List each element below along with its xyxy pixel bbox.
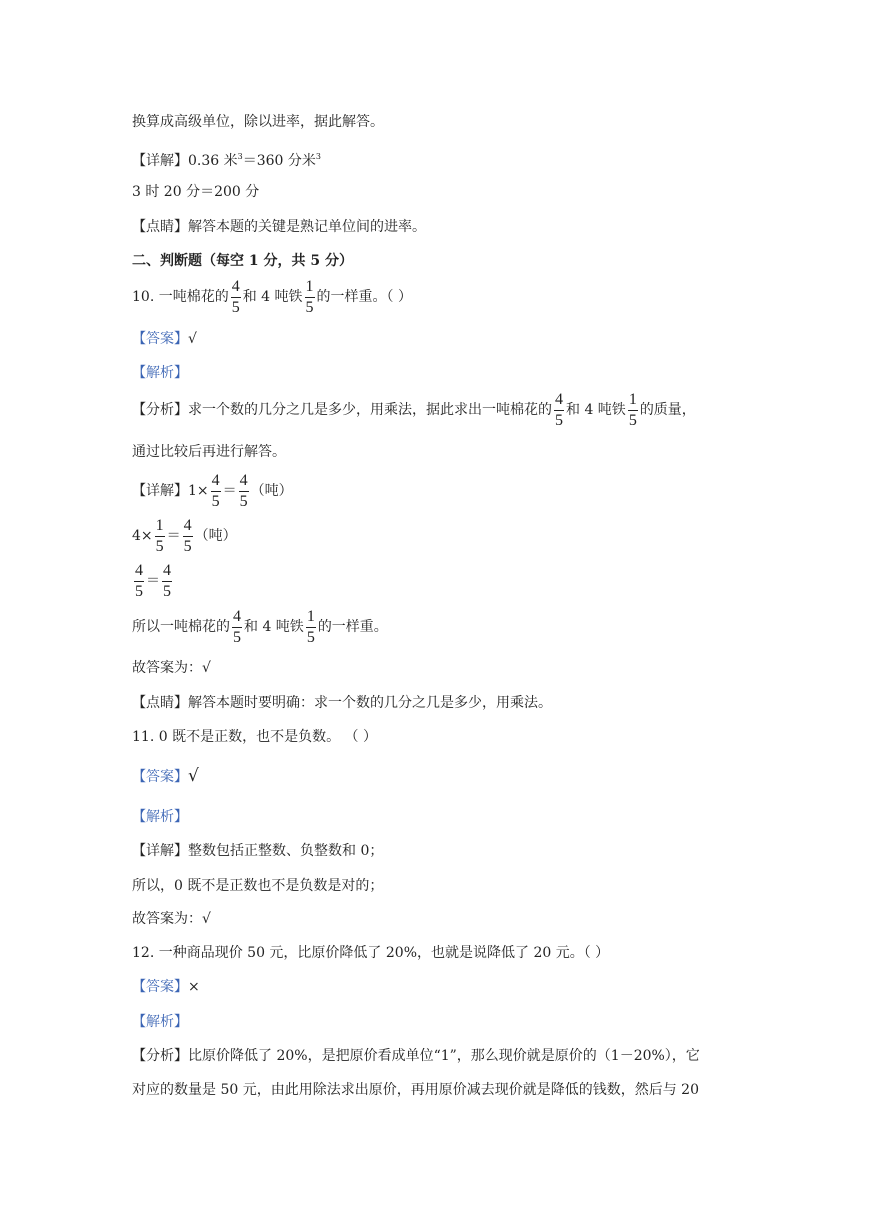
analysis-label: 【解析】	[132, 1014, 188, 1030]
text: 4×	[132, 528, 153, 544]
question-12-stem: 12. 一种商品现价 50 元，比原价降低了 20%，也就是说降低了 20 元。（ ）	[132, 945, 610, 961]
analysis-line: 对应的数量是 50 元，由此用除法求出原价，再用原价减去现价就是降低的钱数，然后与 20	[132, 1082, 699, 1098]
text: 10. 一吨棉花的	[132, 289, 229, 305]
question-11-stem: 11. 0 既不是正数，也不是负数。 （ ）	[132, 729, 377, 745]
analysis-line	[132, 389, 696, 431]
text-line: 3 时 20 分＝200 分	[132, 184, 260, 200]
text-line: 【点睛】解答本题的关键是熟记单位间的进率。	[132, 219, 426, 235]
text: 【详解】0.36 米	[132, 153, 238, 169]
fraction: $\frac{1}{5}$	[628, 390, 637, 429]
question-10-stem	[132, 276, 412, 318]
text: 的质量，	[639, 402, 696, 418]
text: 所以一吨棉花的	[132, 619, 230, 635]
detail-line	[132, 148, 321, 170]
fraction: $\frac{4}{5}$	[239, 471, 248, 510]
answer-line	[132, 978, 200, 996]
fraction: $\frac{1}{5}$	[306, 607, 315, 646]
fraction: $\frac{4}{5}$	[135, 561, 143, 600]
fraction: $\frac{4}{5}$	[183, 516, 192, 555]
fraction: $\frac{4}{5}$	[233, 607, 241, 646]
answer-value: √	[188, 331, 197, 347]
unit: （吨）	[250, 483, 293, 499]
section-heading: 二、判断题（每空 1 分，共 5 分）	[132, 253, 353, 269]
analysis-label: 【解析】	[132, 365, 188, 381]
answer-label: 【答案】	[132, 769, 188, 785]
text-line: 通过比较后再进行解答。	[132, 444, 286, 460]
text: ＝360 分米	[242, 153, 316, 169]
calc-line	[132, 560, 174, 602]
answer-line	[132, 330, 197, 348]
text: 和 4 吨铁	[244, 619, 304, 635]
analysis-label: 【解析】	[132, 809, 188, 825]
text: 的一样重。（ ）	[316, 289, 412, 305]
detail-line: 【详解】整数包括正整数、负整数和 0；	[132, 843, 384, 859]
answer-label: 【答案】	[132, 979, 188, 995]
fraction: $\frac{4}{5}$	[211, 471, 220, 510]
answer-line	[132, 767, 199, 786]
answer-value: √	[188, 766, 199, 786]
detail-line	[132, 470, 293, 512]
fraction: $\frac{4}{5}$	[231, 277, 240, 316]
text-line: 换算成高级单位，除以进率，据此解答。	[132, 114, 384, 130]
text: 和 4 吨铁	[566, 402, 626, 418]
fraction: $\frac{1}{5}$	[155, 516, 164, 555]
superscript: 3	[237, 152, 243, 161]
text: 的一样重。	[317, 619, 388, 635]
text: 和 4 吨铁	[242, 289, 303, 305]
equals-sign: ＝	[166, 528, 181, 544]
calc-line	[132, 515, 237, 557]
equals-sign: ＝	[222, 483, 237, 499]
final-answer: 故答案为：√	[132, 911, 211, 927]
conclusion-line	[132, 606, 388, 648]
answer-value: ×	[188, 979, 200, 995]
fraction: $\frac{1}{5}$	[305, 277, 314, 316]
text-line: 所以，0 既不是正数也不是负数是对的；	[132, 878, 384, 894]
superscript: 3	[315, 152, 321, 161]
text: 【详解】1×	[132, 483, 209, 499]
final-answer: 故答案为：√	[132, 660, 211, 676]
unit: （吨）	[194, 528, 237, 544]
text: 【分析】求一个数的几分之几是多少，用乘法，据此求出一吨棉花的	[132, 402, 552, 418]
fraction: $\frac{4}{5}$	[555, 390, 563, 429]
answer-label: 【答案】	[132, 331, 188, 347]
tip-line: 【点睛】解答本题时要明确：求一个数的几分之几是多少，用乘法。	[132, 695, 552, 711]
analysis-line: 【分析】比原价降低了 20%，是把原价看成单位“1”，那么现价就是原价的（1－20%），它	[132, 1048, 700, 1064]
equals-sign: ＝	[146, 573, 160, 589]
fraction: $\frac{4}{5}$	[163, 561, 171, 600]
